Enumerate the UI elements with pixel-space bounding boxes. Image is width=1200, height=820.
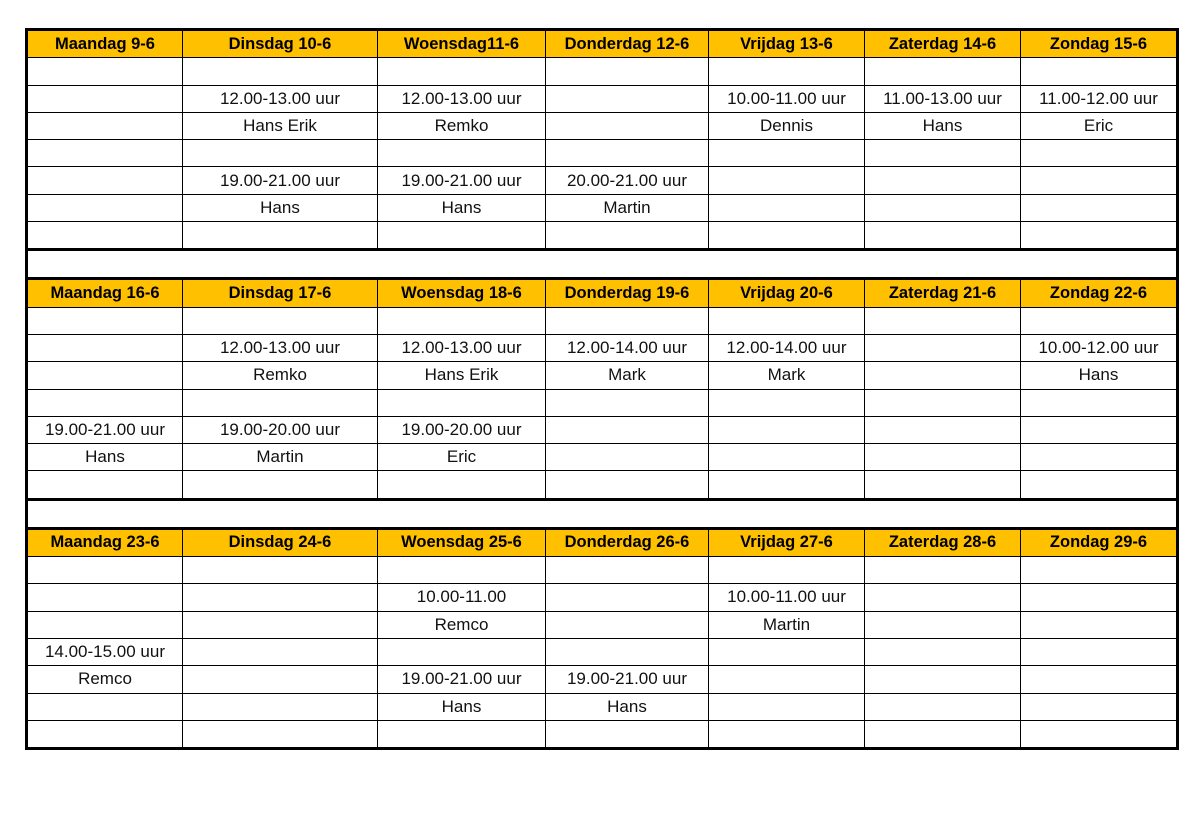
spacer-cell xyxy=(378,499,546,528)
schedule-row xyxy=(27,666,1178,693)
schedule-cell: 19.00-21.00 uur xyxy=(546,666,709,693)
day-header: Vrijdag 20-6 xyxy=(709,279,865,307)
schedule-row xyxy=(27,112,1178,139)
schedule-cell xyxy=(378,222,546,250)
schedule-cell xyxy=(378,58,546,85)
spacer-cell xyxy=(865,499,1021,528)
schedule-cell xyxy=(27,58,183,85)
schedule-cell xyxy=(709,693,865,720)
spacer-cell xyxy=(1021,499,1178,528)
day-header: Zaterdag 21-6 xyxy=(865,279,1021,307)
schedule-cell xyxy=(1021,471,1178,499)
schedule-cell: Martin xyxy=(709,611,865,638)
day-header: Maandag 23-6 xyxy=(27,528,183,556)
schedule-cell xyxy=(1021,557,1178,584)
schedule-cell xyxy=(27,584,183,611)
schedule-cell xyxy=(183,584,378,611)
schedule-cell: Hans xyxy=(378,693,546,720)
schedule-row xyxy=(27,416,1178,443)
schedule-row xyxy=(27,362,1178,389)
schedule-cell xyxy=(709,416,865,443)
week-header-row xyxy=(27,279,1178,307)
schedule-cell: 10.00-11.00 uur xyxy=(709,85,865,112)
schedule-cell xyxy=(1021,194,1178,221)
day-header: Dinsdag 24-6 xyxy=(183,528,378,556)
schedule-cell: 19.00-21.00 uur xyxy=(378,666,546,693)
schedule-cell xyxy=(183,140,378,167)
schedule-cell xyxy=(27,222,183,250)
spacer-cell xyxy=(27,499,183,528)
schedule-cell xyxy=(27,307,183,334)
spacer-cell xyxy=(183,250,378,279)
schedule-cell: 11.00-13.00 uur xyxy=(865,85,1021,112)
schedule-cell: Eric xyxy=(378,444,546,471)
schedule-cell: 19.00-20.00 uur xyxy=(183,416,378,443)
schedule-cell: Remko xyxy=(183,362,378,389)
schedule-cell xyxy=(27,140,183,167)
day-header: Donderdag 12-6 xyxy=(546,30,709,58)
schedule-cell xyxy=(378,389,546,416)
day-header: Zondag 15-6 xyxy=(1021,30,1178,58)
week-header-row xyxy=(27,528,1178,556)
schedule-row xyxy=(27,471,1178,499)
schedule-cell: Hans xyxy=(27,444,183,471)
schedule-cell: 14.00-15.00 uur xyxy=(27,638,183,665)
schedule-cell: 12.00-13.00 uur xyxy=(183,334,378,361)
schedule-cell: 10.00-12.00 uur xyxy=(1021,334,1178,361)
schedule-cell xyxy=(1021,58,1178,85)
schedule-cell xyxy=(546,112,709,139)
schedule-cell: 20.00-21.00 uur xyxy=(546,167,709,194)
schedule-cell: 19.00-21.00 uur xyxy=(27,416,183,443)
schedule-cell xyxy=(865,416,1021,443)
schedule-cell: 11.00-12.00 uur xyxy=(1021,85,1178,112)
day-header: Maandag 16-6 xyxy=(27,279,183,307)
schedule-cell: Remco xyxy=(27,666,183,693)
schedule-cell xyxy=(27,557,183,584)
schedule-cell xyxy=(865,611,1021,638)
schedule-cell xyxy=(865,693,1021,720)
schedule-cell xyxy=(865,58,1021,85)
schedule-cell xyxy=(183,666,378,693)
spacer-cell xyxy=(865,250,1021,279)
schedule-cell: Hans xyxy=(183,194,378,221)
schedule-cell: 12.00-13.00 uur xyxy=(378,85,546,112)
schedule-cell xyxy=(865,666,1021,693)
schedule-row xyxy=(27,307,1178,334)
schedule-cell: Hans Erik xyxy=(378,362,546,389)
schedule-cell xyxy=(378,471,546,499)
schedule-cell xyxy=(546,416,709,443)
schedule-cell xyxy=(865,362,1021,389)
schedule-cell xyxy=(183,222,378,250)
schedule-cell xyxy=(709,557,865,584)
schedule-row xyxy=(27,444,1178,471)
schedule-cell xyxy=(865,334,1021,361)
day-header: Dinsdag 10-6 xyxy=(183,30,378,58)
week-spacer-row xyxy=(27,499,1178,528)
schedule-cell xyxy=(865,584,1021,611)
schedule-cell: Martin xyxy=(546,194,709,221)
schedule-cell xyxy=(1021,720,1178,748)
schedule-cell xyxy=(27,334,183,361)
schedule-cell xyxy=(183,720,378,748)
schedule-row xyxy=(27,638,1178,665)
schedule-cell xyxy=(709,720,865,748)
day-header: Zondag 22-6 xyxy=(1021,279,1178,307)
schedule-cell xyxy=(27,85,183,112)
schedule-row xyxy=(27,85,1178,112)
schedule-cell xyxy=(1021,167,1178,194)
schedule-cell xyxy=(378,140,546,167)
schedule-cell xyxy=(183,389,378,416)
schedule-cell: Hans xyxy=(378,194,546,221)
schedule-cell: Hans xyxy=(865,112,1021,139)
schedule-cell xyxy=(27,471,183,499)
schedule-cell xyxy=(865,444,1021,471)
schedule-cell xyxy=(1021,638,1178,665)
schedule-row xyxy=(27,611,1178,638)
schedule-cell xyxy=(1021,693,1178,720)
schedule-cell xyxy=(709,666,865,693)
schedule-cell xyxy=(1021,416,1178,443)
day-header: Dinsdag 17-6 xyxy=(183,279,378,307)
schedule-cell xyxy=(1021,222,1178,250)
schedule-cell xyxy=(546,611,709,638)
day-header: Maandag 9-6 xyxy=(27,30,183,58)
schedule-cell xyxy=(546,471,709,499)
schedule-cell xyxy=(865,557,1021,584)
schedule-row xyxy=(27,140,1178,167)
schedule-row xyxy=(27,389,1178,416)
schedule-cell xyxy=(709,389,865,416)
schedule-cell: 19.00-21.00 uur xyxy=(183,167,378,194)
schedule-row xyxy=(27,194,1178,221)
schedule-cell xyxy=(709,58,865,85)
schedule-cell xyxy=(865,720,1021,748)
schedule-cell: Remko xyxy=(378,112,546,139)
spacer-cell xyxy=(378,250,546,279)
schedule-cell xyxy=(709,167,865,194)
schedule-cell xyxy=(546,584,709,611)
schedule-cell: 19.00-21.00 uur xyxy=(378,167,546,194)
schedule-cell xyxy=(709,471,865,499)
schedule-row xyxy=(27,693,1178,720)
day-header: Vrijdag 13-6 xyxy=(709,30,865,58)
schedule-cell xyxy=(865,471,1021,499)
spacer-cell xyxy=(709,250,865,279)
schedule-cell xyxy=(1021,666,1178,693)
schedule-cell xyxy=(183,638,378,665)
schedule-cell: 12.00-14.00 uur xyxy=(709,334,865,361)
schedule-cell xyxy=(27,194,183,221)
schedule-cell xyxy=(546,720,709,748)
schedule-cell xyxy=(1021,307,1178,334)
day-header: Zaterdag 14-6 xyxy=(865,30,1021,58)
schedule-cell: Remco xyxy=(378,611,546,638)
schedule-cell xyxy=(27,720,183,748)
schedule-cell xyxy=(1021,140,1178,167)
schedule-cell: Martin xyxy=(183,444,378,471)
schedule-row xyxy=(27,167,1178,194)
spacer-cell xyxy=(27,250,183,279)
day-header: Vrijdag 27-6 xyxy=(709,528,865,556)
schedule-cell xyxy=(1021,611,1178,638)
day-header: Donderdag 19-6 xyxy=(546,279,709,307)
schedule-cell: Mark xyxy=(709,362,865,389)
spacer-cell xyxy=(709,499,865,528)
schedule-cell xyxy=(709,638,865,665)
schedule-cell xyxy=(27,112,183,139)
schedule-cell: 12.00-13.00 uur xyxy=(183,85,378,112)
schedule-cell xyxy=(27,389,183,416)
schedule-cell xyxy=(27,693,183,720)
schedule-cell xyxy=(546,389,709,416)
schedule-cell xyxy=(1021,584,1178,611)
schedule-cell xyxy=(378,557,546,584)
schedule-cell xyxy=(865,222,1021,250)
schedule-row xyxy=(27,222,1178,250)
schedule-cell: 10.00-11.00 uur xyxy=(709,584,865,611)
schedule-cell xyxy=(865,194,1021,221)
schedule-cell xyxy=(865,638,1021,665)
spacer-cell xyxy=(183,499,378,528)
schedule-cell: Mark xyxy=(546,362,709,389)
spacer-cell xyxy=(546,499,709,528)
day-header: Woensdag 18-6 xyxy=(378,279,546,307)
schedule-cell xyxy=(1021,389,1178,416)
schedule-cell: Dennis xyxy=(709,112,865,139)
schedule-cell xyxy=(546,638,709,665)
schedule-row xyxy=(27,557,1178,584)
schedule-cell xyxy=(27,611,183,638)
schedule-cell xyxy=(546,85,709,112)
schedule-cell xyxy=(1021,444,1178,471)
schedule-cell xyxy=(183,693,378,720)
schedule-cell xyxy=(378,307,546,334)
schedule-cell xyxy=(546,444,709,471)
schedule-cell: 12.00-14.00 uur xyxy=(546,334,709,361)
schedule-cell xyxy=(546,557,709,584)
day-header: Woensdag11-6 xyxy=(378,30,546,58)
schedule-cell xyxy=(183,58,378,85)
week-spacer-row xyxy=(27,250,1178,279)
schedule-cell: 12.00-13.00 uur xyxy=(378,334,546,361)
schedule-cell xyxy=(378,720,546,748)
schedule-cell xyxy=(865,389,1021,416)
schedule-cell xyxy=(865,167,1021,194)
day-header: Zondag 29-6 xyxy=(1021,528,1178,556)
spacer-cell xyxy=(1021,250,1178,279)
schedule-row xyxy=(27,334,1178,361)
schedule-cell: Hans Erik xyxy=(183,112,378,139)
schedule-cell xyxy=(546,58,709,85)
day-header: Donderdag 26-6 xyxy=(546,528,709,556)
schedule-cell xyxy=(546,222,709,250)
schedule-cell: Hans xyxy=(1021,362,1178,389)
schedule-cell xyxy=(709,307,865,334)
schedule-cell: 19.00-20.00 uur xyxy=(378,416,546,443)
schedule-cell: Eric xyxy=(1021,112,1178,139)
schedule-cell xyxy=(865,140,1021,167)
schedule-cell xyxy=(27,362,183,389)
spacer-cell xyxy=(546,250,709,279)
schedule-row xyxy=(27,584,1178,611)
schedule-cell xyxy=(27,167,183,194)
schedule-cell xyxy=(709,194,865,221)
schedule-cell xyxy=(546,307,709,334)
schedule-cell: Hans xyxy=(546,693,709,720)
schedule-cell xyxy=(546,140,709,167)
schedule-table xyxy=(25,28,1179,750)
schedule-cell xyxy=(378,638,546,665)
schedule-row xyxy=(27,58,1178,85)
schedule-cell xyxy=(183,471,378,499)
schedule-cell xyxy=(709,444,865,471)
day-header: Zaterdag 28-6 xyxy=(865,528,1021,556)
schedule-cell xyxy=(183,611,378,638)
day-header: Woensdag 25-6 xyxy=(378,528,546,556)
schedule-cell xyxy=(183,307,378,334)
schedule-cell xyxy=(865,307,1021,334)
schedule-cell xyxy=(709,140,865,167)
schedule-row xyxy=(27,720,1178,748)
week-header-row xyxy=(27,30,1178,58)
schedule-cell xyxy=(709,222,865,250)
schedule-cell xyxy=(183,557,378,584)
schedule-cell: 10.00-11.00 xyxy=(378,584,546,611)
